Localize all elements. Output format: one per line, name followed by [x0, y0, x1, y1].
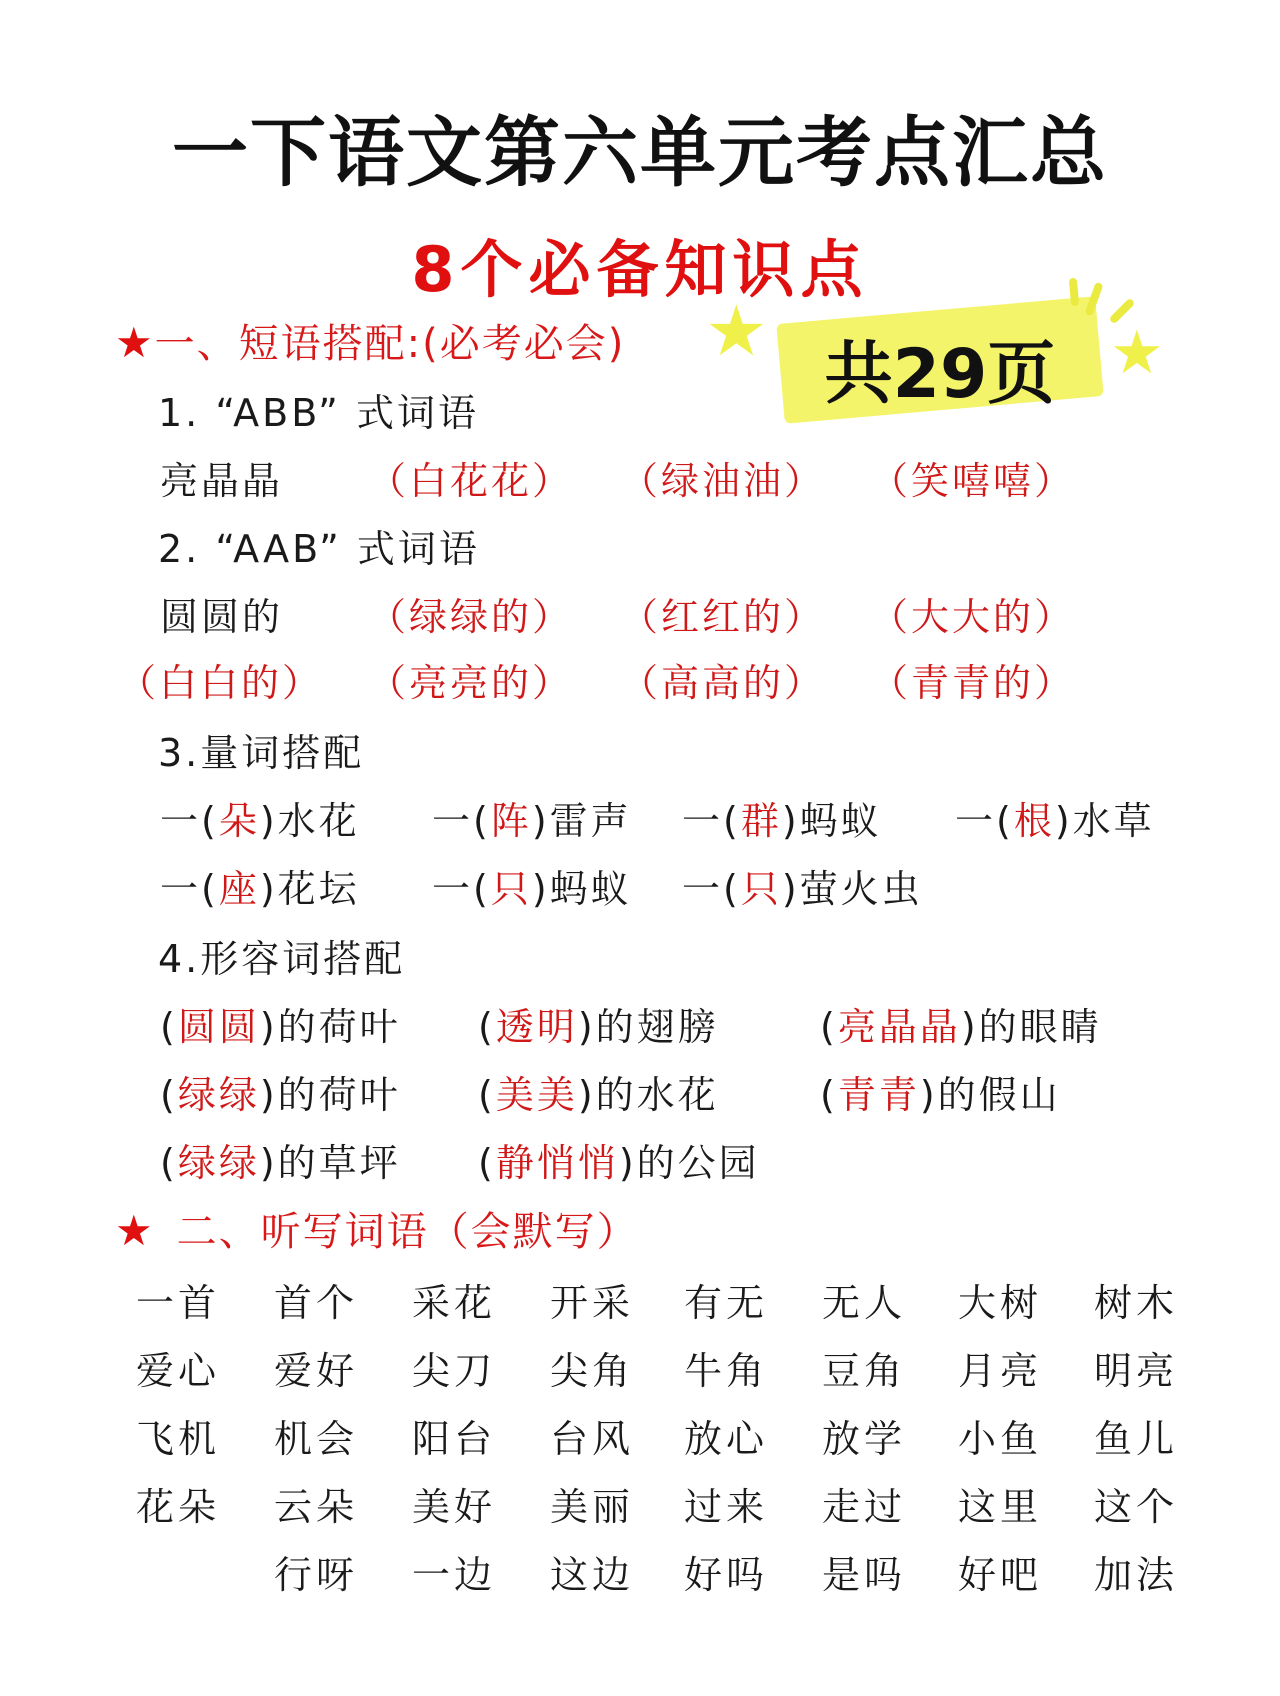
dictation-word: 美好	[412, 1485, 497, 1529]
page-title: 一下语文第六单元考点汇总	[172, 108, 1108, 197]
adjective-phrase: (亮晶晶)的眼睛	[820, 1005, 1102, 1049]
dictation-word: 台风	[550, 1417, 635, 1461]
dictation-word: 明亮	[1094, 1349, 1179, 1393]
adjective-phrase: (透明)的翅膀	[478, 1005, 719, 1049]
dictation-word: 一边	[412, 1553, 497, 1597]
dictation-word: 走过	[822, 1485, 907, 1529]
dictation-word: 好吧	[958, 1553, 1043, 1597]
measure-phrase: 一(根)水草	[955, 799, 1155, 843]
dictation-word: 采花	[412, 1281, 497, 1325]
abb-answer: （绿油油）	[620, 459, 826, 503]
aab-answer: （大大的）	[870, 595, 1076, 639]
adjective-phrase: (青青)的假山	[820, 1073, 1061, 1117]
dictation-word: 美丽	[550, 1485, 635, 1529]
adjective-answer: 圆圆	[177, 1005, 260, 1049]
dictation-word: 开采	[550, 1281, 635, 1325]
dictation-word: 小鱼	[958, 1417, 1043, 1461]
measure-answer: 群	[740, 799, 782, 843]
dictation-word: 阳台	[412, 1417, 497, 1461]
aab-answer: （红红的）	[620, 595, 826, 639]
measure-phrase: 一(座)花坛	[160, 867, 360, 911]
dictation-word: 飞机	[136, 1417, 221, 1461]
dictation-word: 云朵	[274, 1485, 359, 1529]
adjective-answer: 绿绿	[177, 1141, 260, 1185]
measure-answer: 只	[490, 867, 532, 911]
dictation-word: 大树	[958, 1281, 1043, 1325]
subheading-abb: 1. “ABB” 式词语	[158, 391, 479, 435]
dictation-word: 这个	[1094, 1485, 1179, 1529]
dictation-word: 无人	[822, 1281, 907, 1325]
dictation-word: 好吗	[684, 1553, 769, 1597]
adjective-answer: 亮晶晶	[837, 1005, 961, 1049]
dictation-word: 月亮	[958, 1349, 1043, 1393]
measure-answer: 根	[1013, 799, 1055, 843]
measure-answer: 朵	[218, 799, 260, 843]
abb-answer: （白花花）	[368, 459, 574, 503]
measure-answer: 座	[218, 867, 260, 911]
dictation-word: 放学	[822, 1417, 907, 1461]
section-2-title: 二、听写词语（会默写）	[176, 1209, 639, 1255]
dictation-word: 过来	[684, 1485, 769, 1529]
dictation-word: 豆角	[822, 1349, 907, 1393]
measure-phrase: 一(只)蚂蚁	[432, 867, 632, 911]
dictation-word: 行呀	[274, 1553, 359, 1597]
subheading-aab: 2. “AAB” 式词语	[158, 527, 480, 571]
dictation-word: 尖刀	[412, 1349, 497, 1393]
adjective-phrase: (绿绿)的荷叶	[160, 1073, 401, 1117]
measure-answer: 只	[740, 867, 782, 911]
adjective-answer: 青青	[837, 1073, 920, 1117]
subheading-adjectives: 4.形容词搭配	[158, 937, 406, 981]
dictation-word: 鱼儿	[1094, 1417, 1179, 1461]
star-icon: ★	[115, 1206, 155, 1255]
adjective-phrase: (圆圆)的荷叶	[160, 1005, 401, 1049]
abb-answer: （笑嘻嘻）	[870, 459, 1076, 503]
section-2-heading	[115, 1200, 639, 1257]
decorative-star-icon: ★	[1110, 318, 1164, 388]
dictation-word: 首个	[274, 1281, 359, 1325]
dictation-word: 爱好	[274, 1349, 359, 1393]
measure-answer: 阵	[490, 799, 532, 843]
measure-phrase: 一(群)蚂蚁	[682, 799, 882, 843]
dictation-word: 有无	[684, 1281, 769, 1325]
aab-given-word: 圆圆的	[160, 595, 284, 639]
dictation-word: 树木	[1094, 1281, 1179, 1325]
dictation-word: 牛角	[684, 1349, 769, 1393]
dictation-word: 爱心	[136, 1349, 221, 1393]
dictation-word: 这边	[550, 1553, 635, 1597]
adjective-phrase: (美美)的水花	[478, 1073, 719, 1117]
page-subtitle: 8个必备知识点	[411, 233, 869, 306]
adjective-answer: 静悄悄	[495, 1141, 619, 1185]
star-icon: ★	[115, 318, 155, 367]
dictation-word: 这里	[958, 1485, 1043, 1529]
dictation-word: 机会	[274, 1417, 359, 1461]
aab-answer: （绿绿的）	[368, 595, 574, 639]
page-count-badge	[780, 310, 1100, 414]
dictation-word: 是吗	[822, 1553, 907, 1597]
measure-phrase: 一(朵)水花	[160, 799, 360, 843]
aab-answer: （白白的）	[118, 661, 324, 705]
subheading-measure-words: 3.量词搭配	[158, 731, 365, 775]
aab-answer: （亮亮的）	[368, 661, 574, 705]
badge-text: 共29页	[824, 335, 1056, 414]
measure-phrase: 一(阵)雷声	[432, 799, 632, 843]
adjective-phrase: (静悄悄)的公园	[478, 1141, 760, 1185]
dictation-word: 加法	[1094, 1553, 1179, 1597]
dictation-word: 放心	[684, 1417, 769, 1461]
section-1-heading	[115, 312, 625, 369]
abb-given-word: 亮晶晶	[160, 459, 284, 503]
dictation-word: 一首	[136, 1281, 221, 1325]
adjective-answer: 绿绿	[177, 1073, 260, 1117]
adjective-phrase: (绿绿)的草坪	[160, 1141, 401, 1185]
dictation-word: 尖角	[550, 1349, 635, 1393]
aab-answer: （高高的）	[620, 661, 826, 705]
adjective-answer: 美美	[495, 1073, 578, 1117]
decorative-star-icon: ★	[705, 290, 768, 372]
section-1-title: 一、短语搭配:(必考必会)	[154, 321, 626, 367]
adjective-answer: 透明	[495, 1005, 578, 1049]
dictation-word: 花朵	[136, 1485, 221, 1529]
measure-phrase: 一(只)萤火虫	[682, 867, 923, 911]
aab-answer: （青青的）	[870, 661, 1076, 705]
